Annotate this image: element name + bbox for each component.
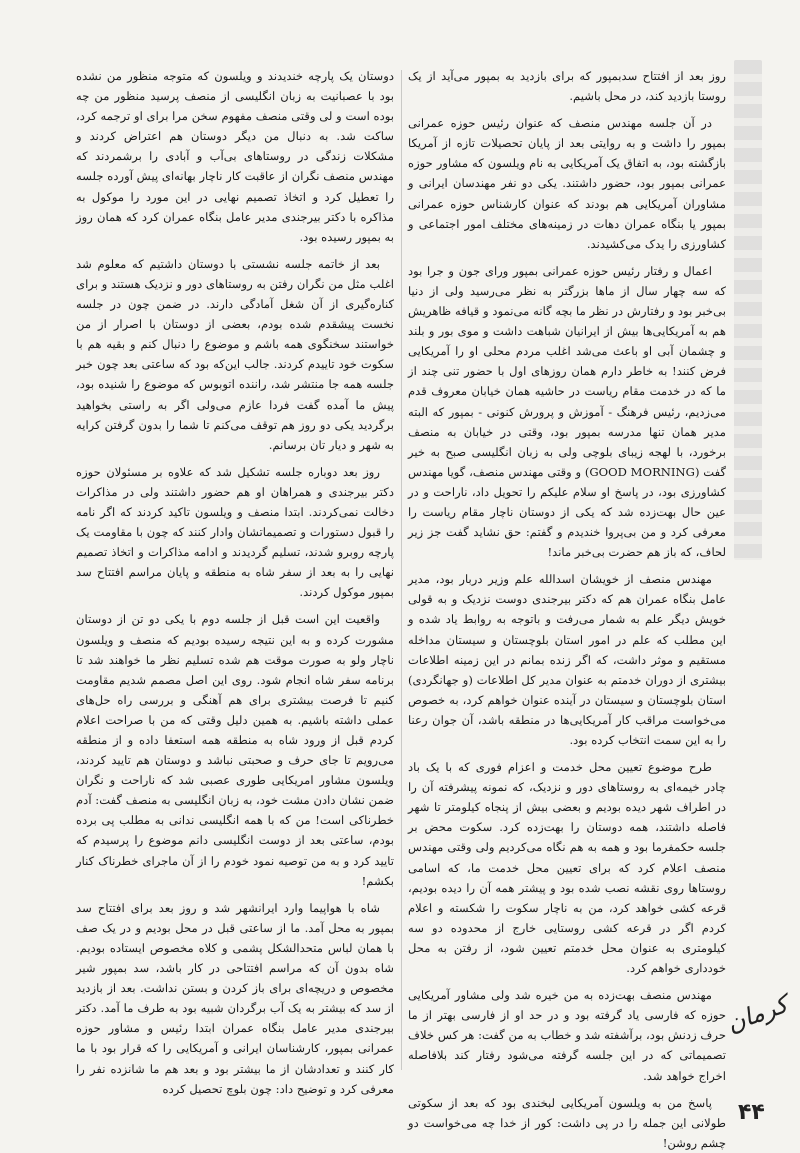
paragraph: مهندس منصف بهت‌زده به من خیره شد ولی مشاور آمریکایی حوزه که فارسی یاد گرفته بود و در حد او از فارسی بهتر از ما حرف زدنش بود، برآشفته شد و خطاب به من گفت: هر کس خلاف تصمیماتی که در این جلسه گرفته می‌شود رفتار کند بلافاصله اخراج خواهد شد.	[408, 988, 726, 1083]
column-divider	[401, 70, 402, 1070]
paragraph: طرح موضوع تعیین محل خدمت و اعزام فوری که با یک باد چادر خیمه‌ای به روستاهای دور و نزدیک، که نمونه پیشرفته آن را در اطراف شهر دیده بودیم و بعضی بیش از پنجاه کیلومتر تا شهر فاصله داشتند، همه دوستان را بهت‌زده کرد. سکوت محض بر جلسه حکمفرما بود و همه به هم نگاه می‌کردیم ولی وقتی مهندس منصف اعلام کرد که برای تعیین محل خدمت ما، که اسامی روستاها روی نقشه نصب شده بود و پیشتر همه آن را دیده بودیم، قرعه کشی خواهد کرد، من به ناچار سکوت را شکسته و اعلام کردم اگر در قرعه کشی روستایی خارج از محدوده دو سه کیلومتری به عنوان محل خدمتم تعیین شود، از رفتن به محل خودداری خواهم کرد.	[408, 760, 726, 976]
paragraph: واقعیت این است قبل از جلسه دوم با یکی دو تن از دوستان مشورت کرده و به این نتیجه رسیده بودیم که منصف و ویلسون ناچار ولو به صورت موقت هم شده تسلیم نظر ما خواهند شد تا برنامه سفر شاه انجام شود. روی این اصل مصمم شدیم مقاومت کنیم تا فرصت بیشتری برای هم آهنگی و بررسی راه حل‌های عملی داشته باشیم. به همین دلیل وقتی که من با صراحت اعلام کردم قبل از ورود شاه به منطقه همه استعفا داده و از منطقه می‌رویم تا جای حرف و صحبتی نباشد و دوستان هم تایید کردند، ویلسون مشاور امریکایی طوری عصبی شد که ناراحت و نگران ضمن نشان دادن مشت خود، به زبان انگلیسی به منصف گفت: آدم خطرناکی است! من که با همه انگلیسی ندانی به مطلب پی برده بودم، ساعتی بعد از دوست انگلیسی دانم موضوع را پرسیدم که تایید کرد و به من توصیه نمود خودم را از آن ماجرای خطرناک کنار بکشم!	[76, 612, 394, 888]
paragraph: روز بعد دوباره جلسه تشکیل شد که علاوه بر مسئولان حوزه دکتر بیرجندی و همراهان او هم حضور داشتند ولی در مذاکرات دخالت نمی‌کردند. ابتدا منصف و ویلسون تاکید کردند که اگر نامه را قبول دستورات و تصمیماتشان وادار کنند که چون با مقاومت یک پارچه روبرو شدند، تسلیم گردیدند و ادامه مذاکرات و اتخاذ تصمیم نهایی را به بعد از سفر شاه به منطقه و پایان مراسم افتتاح سد بمپور موکول کردند.	[76, 464, 394, 600]
paragraph: شاه با هواپیما وارد ایرانشهر شد و روز بعد برای افتتاح سد بمپور به محل آمد. ما از ساعتی قبل در محل بودیم و در یک صف با همان لباس متحدالشکل پشمی و کلاه مخصوص ایستاده بودیم. شاه بدون آن که مراسم افتتاحی در کار باشد، سد بمپور شیر مخصوص و دریچه‌ای برای باز کردن و بستن نداشت. بعد از بازدید از سد که بیشتر به یک آب برگردان شبیه بود به طرف ما آمد. دکتر بیرجندی مدیر عامل بنگاه عمران ابتدا رئیس و مشاور حوزه عمرانی بمپور، کارشناسان ایرانی و آمریکایی را که قرار بود با ما کار کنند و تعدادشان از ما بیشتر بود و بعد هم ما شانزده نفر را معرفی کرد و توضیح داد: چون بلوچ تحصیل کرده	[76, 900, 394, 1096]
paragraph: پاسخ من به ویلسون آمریکایی لبخندی بود که بعد از سکوتی طولانی این جمله را در پی داشت: کور از خدا چه می‌خواست دو چشم روشن!	[408, 1095, 726, 1150]
magazine-logo: کرمان	[723, 990, 792, 1038]
paragraph: روز بعد از افتتاح سدبمپور که برای بازدید به بمپور می‌آید از یک روستا بازدید کند، در محل باشیم.	[408, 69, 726, 104]
paragraph: بعد از خاتمه جلسه نشستی با دوستان داشتیم که معلوم شد اغلب مثل من نگران رفتن به روستاهای دور و نزدیک هستند و برای کناره‌گیری از آن شغل آمادگی دارند. در ضمن چون در جلسه نخست پیشقدم شده بودم، بعضی از دوستان با اصرار از من خواستند سخنگوی همه باشم و موضوع را دنبال کنم و بقیه هم با سکوت خود تاییدم کردند. جالب این‌که بود که ساعتی بعد چون خبر جلسه همه جا منتشر شد، راننده اتوبوس که موضوع را شنیده بود، پیش ما آمده گفت فردا عازم می‌ولی اگر به راستی بخواهید برگردید یکی دو روز هم توقف می‌کنم تا شما را بدون گرفتن کرایه به شهر و دیار تان برسانم.	[76, 256, 394, 452]
page-number: ۴۴	[738, 1100, 765, 1125]
left-text-column	[76, 66, 394, 1126]
paragraph: در آن جلسه مهندس منصف که عنوان رئیس حوزه عمرانی بمپور را داشت و به روایتی بعد از پایان تحصیلات تازه از آمریکا بازگشته بود، به اتفاق یک آمریکایی به نام ویلسون که مشاور حوزه عمرانی بمپور بود، حضور داشتند. یکی دو نفر مهندسان ایرانی و مشاوران آمریکایی هم بودند که عنوان کارشناس حوزه عمرانی بمپور یا بنگاه عمران دهات در زمینه‌های مختلف امور اجتماعی و کشاورزی را یدک می‌کشیدند.	[408, 116, 726, 251]
paragraph: دوستان یک پارچه خندیدند و ویلسون که متوجه منظور من نشده بود با عصبانیت به زبان انگلیسی از منصف پرسید منظور من چه بوده است و لی وقتی منصف مفهوم سخن مرا برای او ترجمه کرد، ساکت شد. به دنبال من دیگر دوستان هم اعتراض کردند و مشکلات زندگی در روستاهای بی‌آب و آبادی را برشمردند که مهندس منصف نگران از عاقبت کار ناچار بهانه‌ای پیش آورده جلسه را تعطیل کرد و اتخاذ تصمیم نهایی در این مورد را موکول به مذاکره با دکتر بیرجندی مدیر عامل بنگاه عمران کرد که همان روز به بمپور رسیده بود.	[76, 69, 394, 244]
right-text-column	[408, 66, 726, 1150]
decorative-margin-strip	[734, 60, 762, 560]
paragraph: اعمال و رفتار رئیس حوزه عمرانی بمپور ورای جون و جرا بود که سه چهار سال از ماها بزرگتر به نظر می‌رسید ولی از دنیا بی‌خبر بود و رفتارش در نظر ما بچه گانه می‌نمود و قیافه ظاهریش هم به آمریکایی‌ها بیش از ایرانیان شباهت داشت و موی بور و بلند و چشمان آبی او باعث می‌شد اغلب مردم محلی او را آمریکایی فرض کنند! به خاطر دارم همان روزهای اول با حضور تنی چند از ما که در خدمت مقام ریاست در حاشیه همان خیابان معروف قدم می‌زدیم، رئیس فرهنگ - آموزش و پرورش کنونی - بمپور که البته مدیر همان تنها مدرسه بمپور بود، وقتی در خیابان به منصف برخورد، با لهجه زیبای بلوچی ولی به زبان انگلیسی صبح به خیر گفت (GOOD MORNING) و وقتی مهندس منصف، گویا مهندس کشاورزی بود، در پاسخ او سلام علیکم را تحویل داد، ناراحت و در عین حال بهت‌زده شد که یکی از دوستان ناچار مقام ریاست را معرفی کرد و من بی‌پروا خندیدم و گفتم: حق نشاید گفت جز زیر لحاف، که باز هم حضرت بی‌خبر ماند!	[408, 263, 726, 560]
paragraph: مهندس منصف از خویشان اسدالله علم وزیر دربار بود، مدیر عامل بنگاه عمران هم که دکتر بیرجندی دوست نزدیک و به قولی خویش دیگر علم به شمار می‌رفت و باتوجه به روابط یاد شده و این مطلب که علم در امور استان بلوچستان و سیستان مداخله مستقیم و موثر داشت، که اگر زنده بمانم در این زمینه اطلاعات بیشتری از دوران خدمتم به عنوان مدیر کل اطلاعات (و جهانگردی) استان بلوچستان و سیستان در آینده عنوان خواهم کرد، به خصوص می‌خواست مراقب کار آمریکایی‌ها در منطقه باشد، آن جوان رعنا را به این سمت انتخاب کرده بود.	[408, 572, 726, 747]
